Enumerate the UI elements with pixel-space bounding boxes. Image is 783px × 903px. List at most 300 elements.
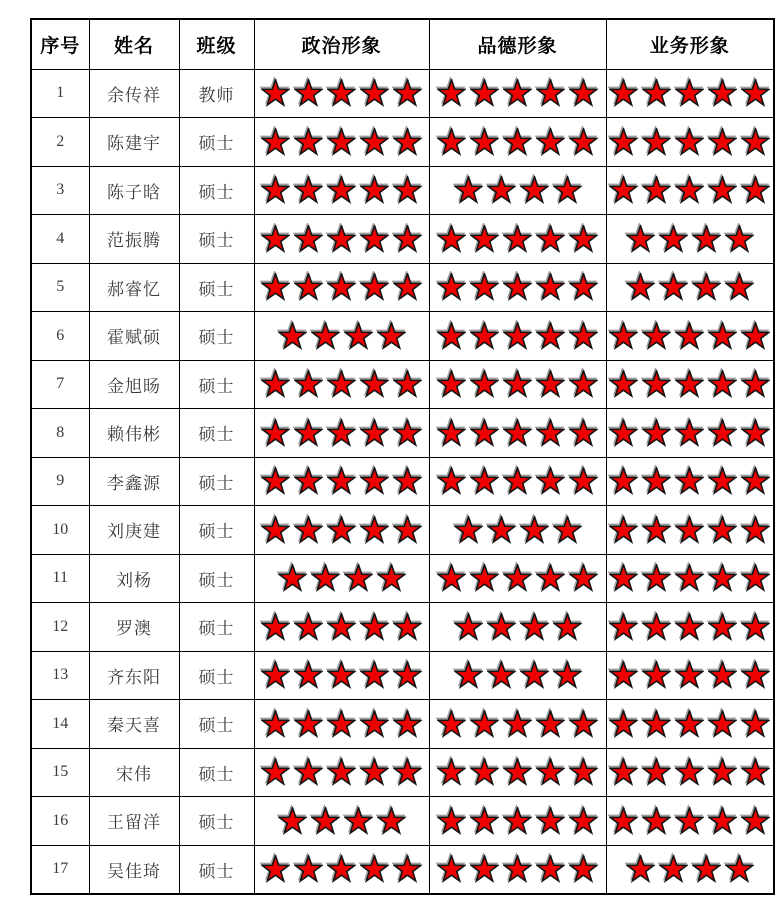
star-icon bbox=[344, 322, 373, 350]
star-icon bbox=[294, 419, 323, 447]
star-icon bbox=[360, 419, 389, 447]
political-rating-cell bbox=[254, 603, 429, 652]
table-row bbox=[31, 409, 774, 458]
star-icon bbox=[642, 128, 671, 156]
star-icon bbox=[294, 710, 323, 738]
star-icon bbox=[487, 613, 516, 641]
star-icon bbox=[393, 613, 422, 641]
star-icon bbox=[393, 273, 422, 301]
row-number-cell: 2 bbox=[31, 118, 89, 167]
star-icon bbox=[536, 273, 565, 301]
header-name: 姓名 bbox=[89, 19, 179, 69]
star-icon bbox=[626, 273, 655, 301]
star-icon bbox=[294, 661, 323, 689]
star-icon bbox=[360, 370, 389, 398]
political-rating-cell bbox=[254, 554, 429, 603]
name-cell: 范振腾 bbox=[89, 215, 179, 264]
star-icon bbox=[675, 79, 704, 107]
star-icon bbox=[609, 661, 638, 689]
class-cell: 硕士 bbox=[179, 215, 254, 264]
name-cell: 陈建宇 bbox=[89, 118, 179, 167]
star-icon bbox=[536, 419, 565, 447]
star-icon bbox=[659, 273, 688, 301]
star-icon bbox=[569, 322, 598, 350]
star-icon bbox=[360, 855, 389, 883]
star-icon bbox=[344, 807, 373, 835]
star-icon bbox=[609, 79, 638, 107]
business-rating-cell bbox=[606, 603, 774, 652]
table-row bbox=[31, 554, 774, 603]
class-cell: 硕士 bbox=[179, 554, 254, 603]
political-rating-cell bbox=[254, 506, 429, 555]
star-icon bbox=[470, 273, 499, 301]
row-number-cell: 10 bbox=[31, 506, 89, 555]
star-icon bbox=[261, 176, 290, 204]
political-rating-cell bbox=[254, 312, 429, 361]
star-icon bbox=[327, 613, 356, 641]
row-number-cell: 1 bbox=[31, 69, 89, 118]
star-icon bbox=[642, 322, 671, 350]
star-icon bbox=[659, 855, 688, 883]
star-icon bbox=[708, 128, 737, 156]
star-icon bbox=[437, 225, 466, 253]
table-row bbox=[31, 457, 774, 506]
class-cell: 硕士 bbox=[179, 651, 254, 700]
star-icon bbox=[327, 661, 356, 689]
star-icon bbox=[609, 516, 638, 544]
table-row bbox=[31, 166, 774, 215]
star-icon bbox=[261, 79, 290, 107]
business-rating-cell bbox=[606, 263, 774, 312]
moral-rating-cell bbox=[429, 457, 606, 506]
star-icon bbox=[261, 758, 290, 786]
star-icon bbox=[437, 807, 466, 835]
name-cell: 秦天喜 bbox=[89, 700, 179, 749]
star-icon bbox=[741, 758, 770, 786]
star-icon bbox=[569, 807, 598, 835]
star-icon bbox=[360, 758, 389, 786]
header-business: 业务形象 bbox=[606, 19, 774, 69]
row-number-cell: 6 bbox=[31, 312, 89, 361]
business-rating-cell bbox=[606, 797, 774, 846]
star-icon bbox=[278, 807, 307, 835]
star-icon bbox=[393, 128, 422, 156]
star-icon bbox=[626, 855, 655, 883]
star-icon bbox=[393, 176, 422, 204]
star-icon bbox=[609, 419, 638, 447]
star-icon bbox=[470, 225, 499, 253]
table-row bbox=[31, 845, 774, 894]
table-row bbox=[31, 603, 774, 652]
star-icon bbox=[261, 467, 290, 495]
star-icon bbox=[609, 710, 638, 738]
star-icon bbox=[470, 370, 499, 398]
star-icon bbox=[708, 807, 737, 835]
name-cell: 余传祥 bbox=[89, 69, 179, 118]
star-icon bbox=[725, 855, 754, 883]
star-icon bbox=[642, 564, 671, 592]
star-icon bbox=[520, 661, 549, 689]
star-icon bbox=[675, 758, 704, 786]
star-icon bbox=[642, 613, 671, 641]
star-icon bbox=[437, 419, 466, 447]
star-icon bbox=[454, 176, 483, 204]
star-icon bbox=[536, 79, 565, 107]
class-cell: 硕士 bbox=[179, 748, 254, 797]
star-icon bbox=[437, 79, 466, 107]
star-icon bbox=[454, 613, 483, 641]
business-rating-cell bbox=[606, 166, 774, 215]
star-icon bbox=[708, 564, 737, 592]
name-cell: 宋伟 bbox=[89, 748, 179, 797]
star-icon bbox=[327, 176, 356, 204]
star-icon bbox=[503, 807, 532, 835]
star-icon bbox=[503, 419, 532, 447]
star-icon bbox=[261, 661, 290, 689]
star-icon bbox=[377, 564, 406, 592]
row-number-cell: 14 bbox=[31, 700, 89, 749]
star-icon bbox=[609, 128, 638, 156]
star-icon bbox=[725, 225, 754, 253]
star-icon bbox=[327, 758, 356, 786]
header-number: 序号 bbox=[31, 19, 89, 69]
class-cell: 硕士 bbox=[179, 845, 254, 894]
star-icon bbox=[553, 516, 582, 544]
star-icon bbox=[327, 516, 356, 544]
star-icon bbox=[741, 710, 770, 738]
star-icon bbox=[327, 855, 356, 883]
star-icon bbox=[360, 128, 389, 156]
star-icon bbox=[470, 758, 499, 786]
star-icon bbox=[569, 467, 598, 495]
name-cell: 金旭旸 bbox=[89, 360, 179, 409]
name-cell: 刘杨 bbox=[89, 554, 179, 603]
class-cell: 硕士 bbox=[179, 263, 254, 312]
star-icon bbox=[294, 467, 323, 495]
star-icon bbox=[470, 467, 499, 495]
table-row bbox=[31, 360, 774, 409]
political-rating-cell bbox=[254, 797, 429, 846]
star-icon bbox=[609, 467, 638, 495]
star-icon bbox=[536, 467, 565, 495]
star-icon bbox=[503, 564, 532, 592]
star-icon bbox=[675, 710, 704, 738]
business-rating-cell bbox=[606, 748, 774, 797]
star-icon bbox=[642, 370, 671, 398]
star-icon bbox=[470, 79, 499, 107]
table-row bbox=[31, 506, 774, 555]
star-icon bbox=[294, 516, 323, 544]
star-icon bbox=[261, 225, 290, 253]
star-icon bbox=[360, 710, 389, 738]
star-icon bbox=[454, 516, 483, 544]
star-icon bbox=[360, 225, 389, 253]
star-icon bbox=[437, 564, 466, 592]
star-icon bbox=[470, 564, 499, 592]
political-rating-cell bbox=[254, 118, 429, 167]
star-icon bbox=[327, 225, 356, 253]
star-icon bbox=[536, 128, 565, 156]
star-icon bbox=[327, 419, 356, 447]
star-icon bbox=[437, 855, 466, 883]
business-rating-cell bbox=[606, 312, 774, 361]
class-cell: 硕士 bbox=[179, 506, 254, 555]
star-icon bbox=[393, 516, 422, 544]
moral-rating-cell bbox=[429, 554, 606, 603]
star-icon bbox=[708, 613, 737, 641]
star-icon bbox=[470, 322, 499, 350]
star-icon bbox=[344, 564, 373, 592]
star-icon bbox=[470, 855, 499, 883]
star-icon bbox=[569, 564, 598, 592]
star-icon bbox=[294, 176, 323, 204]
moral-rating-cell bbox=[429, 166, 606, 215]
star-icon bbox=[294, 758, 323, 786]
star-icon bbox=[741, 176, 770, 204]
moral-rating-cell bbox=[429, 603, 606, 652]
star-icon bbox=[437, 128, 466, 156]
star-icon bbox=[261, 419, 290, 447]
star-icon bbox=[294, 613, 323, 641]
table-row bbox=[31, 748, 774, 797]
row-number-cell: 3 bbox=[31, 166, 89, 215]
row-number-cell: 16 bbox=[31, 797, 89, 846]
star-icon bbox=[470, 807, 499, 835]
star-icon bbox=[261, 613, 290, 641]
star-icon bbox=[437, 710, 466, 738]
name-cell: 罗澳 bbox=[89, 603, 179, 652]
star-icon bbox=[609, 564, 638, 592]
row-number-cell: 5 bbox=[31, 263, 89, 312]
star-icon bbox=[536, 807, 565, 835]
table-body bbox=[31, 69, 774, 894]
star-icon bbox=[536, 225, 565, 253]
name-cell: 吴佳琦 bbox=[89, 845, 179, 894]
star-icon bbox=[311, 564, 340, 592]
star-icon bbox=[569, 855, 598, 883]
moral-rating-cell bbox=[429, 215, 606, 264]
star-icon bbox=[609, 807, 638, 835]
star-icon bbox=[470, 128, 499, 156]
name-cell: 陈子晗 bbox=[89, 166, 179, 215]
star-icon bbox=[261, 516, 290, 544]
class-cell: 硕士 bbox=[179, 360, 254, 409]
star-icon bbox=[708, 419, 737, 447]
star-icon bbox=[569, 128, 598, 156]
star-icon bbox=[741, 79, 770, 107]
star-icon bbox=[294, 273, 323, 301]
star-icon bbox=[294, 855, 323, 883]
table-row bbox=[31, 69, 774, 118]
star-icon bbox=[503, 273, 532, 301]
star-icon bbox=[377, 322, 406, 350]
star-icon bbox=[536, 758, 565, 786]
political-rating-cell bbox=[254, 69, 429, 118]
star-icon bbox=[360, 176, 389, 204]
star-icon bbox=[503, 710, 532, 738]
star-icon bbox=[708, 661, 737, 689]
star-icon bbox=[553, 176, 582, 204]
star-icon bbox=[503, 322, 532, 350]
moral-rating-cell bbox=[429, 700, 606, 749]
star-icon bbox=[377, 807, 406, 835]
political-rating-cell bbox=[254, 215, 429, 264]
star-icon bbox=[327, 710, 356, 738]
star-icon bbox=[708, 79, 737, 107]
star-icon bbox=[708, 370, 737, 398]
star-icon bbox=[503, 79, 532, 107]
moral-rating-cell bbox=[429, 409, 606, 458]
business-rating-cell bbox=[606, 700, 774, 749]
star-icon bbox=[393, 710, 422, 738]
star-icon bbox=[536, 710, 565, 738]
class-cell: 硕士 bbox=[179, 797, 254, 846]
table-row bbox=[31, 118, 774, 167]
star-icon bbox=[536, 322, 565, 350]
star-icon bbox=[642, 807, 671, 835]
political-rating-cell bbox=[254, 360, 429, 409]
star-icon bbox=[553, 613, 582, 641]
star-icon bbox=[503, 467, 532, 495]
star-icon bbox=[741, 467, 770, 495]
business-rating-cell bbox=[606, 215, 774, 264]
star-icon bbox=[675, 564, 704, 592]
name-cell: 李鑫源 bbox=[89, 457, 179, 506]
class-cell: 硕士 bbox=[179, 409, 254, 458]
star-icon bbox=[692, 273, 721, 301]
political-rating-cell bbox=[254, 166, 429, 215]
star-icon bbox=[311, 322, 340, 350]
star-icon bbox=[327, 467, 356, 495]
star-icon bbox=[294, 225, 323, 253]
moral-rating-cell bbox=[429, 845, 606, 894]
star-icon bbox=[553, 661, 582, 689]
star-icon bbox=[393, 661, 422, 689]
moral-rating-cell bbox=[429, 360, 606, 409]
moral-rating-cell bbox=[429, 797, 606, 846]
name-cell: 霍赋硕 bbox=[89, 312, 179, 361]
star-icon bbox=[393, 419, 422, 447]
political-rating-cell bbox=[254, 651, 429, 700]
business-rating-cell bbox=[606, 69, 774, 118]
name-cell: 刘庚建 bbox=[89, 506, 179, 555]
star-icon bbox=[393, 467, 422, 495]
name-cell: 齐东阳 bbox=[89, 651, 179, 700]
star-icon bbox=[437, 467, 466, 495]
star-icon bbox=[675, 322, 704, 350]
star-icon bbox=[642, 758, 671, 786]
business-rating-cell bbox=[606, 554, 774, 603]
star-icon bbox=[741, 128, 770, 156]
star-icon bbox=[708, 176, 737, 204]
political-rating-cell bbox=[254, 263, 429, 312]
star-icon bbox=[520, 613, 549, 641]
moral-rating-cell bbox=[429, 748, 606, 797]
row-number-cell: 15 bbox=[31, 748, 89, 797]
star-icon bbox=[278, 564, 307, 592]
star-icon bbox=[675, 467, 704, 495]
class-cell: 硕士 bbox=[179, 603, 254, 652]
header-moral: 品德形象 bbox=[429, 19, 606, 69]
moral-rating-cell bbox=[429, 118, 606, 167]
table-row bbox=[31, 312, 774, 361]
star-icon bbox=[569, 370, 598, 398]
business-rating-cell bbox=[606, 506, 774, 555]
star-icon bbox=[692, 225, 721, 253]
star-icon bbox=[569, 273, 598, 301]
political-rating-cell bbox=[254, 845, 429, 894]
header-political: 政治形象 bbox=[254, 19, 429, 69]
star-icon bbox=[642, 79, 671, 107]
star-icon bbox=[675, 613, 704, 641]
star-icon bbox=[437, 322, 466, 350]
star-icon bbox=[675, 128, 704, 156]
star-icon bbox=[360, 467, 389, 495]
star-icon bbox=[393, 855, 422, 883]
header-row bbox=[31, 19, 774, 69]
political-rating-cell bbox=[254, 457, 429, 506]
star-icon bbox=[261, 273, 290, 301]
name-cell: 郝睿忆 bbox=[89, 263, 179, 312]
star-icon bbox=[294, 79, 323, 107]
star-icon bbox=[642, 419, 671, 447]
star-icon bbox=[503, 855, 532, 883]
star-icon bbox=[642, 467, 671, 495]
star-icon bbox=[536, 855, 565, 883]
star-icon bbox=[393, 225, 422, 253]
star-icon bbox=[675, 807, 704, 835]
business-rating-cell bbox=[606, 118, 774, 167]
star-icon bbox=[609, 322, 638, 350]
star-icon bbox=[503, 225, 532, 253]
star-icon bbox=[609, 370, 638, 398]
star-icon bbox=[569, 419, 598, 447]
rating-table bbox=[30, 18, 775, 895]
star-icon bbox=[659, 225, 688, 253]
star-icon bbox=[520, 516, 549, 544]
star-icon bbox=[261, 128, 290, 156]
star-icon bbox=[311, 807, 340, 835]
star-icon bbox=[327, 128, 356, 156]
star-icon bbox=[708, 516, 737, 544]
table-row bbox=[31, 263, 774, 312]
star-icon bbox=[520, 176, 549, 204]
star-icon bbox=[487, 176, 516, 204]
business-rating-cell bbox=[606, 651, 774, 700]
star-icon bbox=[294, 128, 323, 156]
table-row bbox=[31, 797, 774, 846]
business-rating-cell bbox=[606, 409, 774, 458]
star-icon bbox=[741, 516, 770, 544]
star-icon bbox=[503, 370, 532, 398]
star-icon bbox=[454, 661, 483, 689]
star-icon bbox=[503, 128, 532, 156]
star-icon bbox=[708, 467, 737, 495]
star-icon bbox=[642, 516, 671, 544]
star-icon bbox=[261, 710, 290, 738]
class-cell: 硕士 bbox=[179, 457, 254, 506]
row-number-cell: 13 bbox=[31, 651, 89, 700]
star-icon bbox=[569, 710, 598, 738]
star-icon bbox=[536, 564, 565, 592]
star-icon bbox=[741, 564, 770, 592]
star-icon bbox=[569, 79, 598, 107]
business-rating-cell bbox=[606, 360, 774, 409]
moral-rating-cell bbox=[429, 312, 606, 361]
moral-rating-cell bbox=[429, 263, 606, 312]
star-icon bbox=[626, 225, 655, 253]
row-number-cell: 12 bbox=[31, 603, 89, 652]
